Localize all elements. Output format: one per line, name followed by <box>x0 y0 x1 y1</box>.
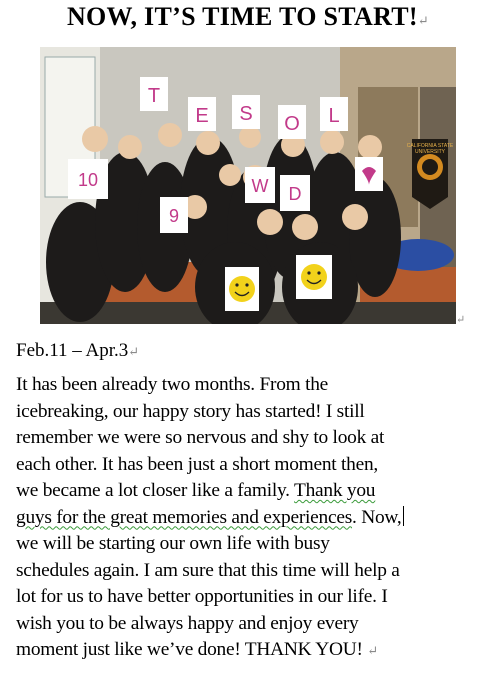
document-title <box>0 2 496 32</box>
title-text: NOW, IT’S TIME TO START! <box>66 2 418 31</box>
text-line <box>16 478 484 505</box>
text-segment: . Now, <box>352 506 402 528</box>
text-line: wish you to be always happy and enjoy every <box>16 612 359 634</box>
text-line: lot for us to have better opportunities in our life. I <box>16 586 388 607</box>
text-line: schedules again. I am sure that this time will help a <box>16 559 400 581</box>
banner-line-1: CALIFORNIA STATE <box>406 143 454 149</box>
text-line <box>16 505 484 532</box>
text-line: each other. It has been just a short moment then, <box>16 453 378 475</box>
group-photo[interactable] <box>40 47 456 324</box>
group-photo-illustration <box>40 47 456 324</box>
sign-s: S <box>239 103 253 125</box>
sign-l: L <box>328 105 340 127</box>
sign-10: 10 <box>77 170 99 190</box>
sign-o: O <box>284 113 300 135</box>
sign-t: T <box>147 85 161 107</box>
text-line: icebreaking, our happy story has started! I still <box>16 400 365 422</box>
sign-w: W <box>251 176 269 196</box>
text-segment: we became a lot closer like a family. <box>16 480 295 501</box>
banner-line-2: UNIVERSITY <box>414 149 446 155</box>
sign-d: D <box>288 184 302 204</box>
date-range <box>16 340 139 362</box>
text-line: It has been already two months. From the <box>16 374 329 395</box>
text-line: we will be starting our own life with busy <box>16 533 330 554</box>
date-text: Feb.11 – Apr.3 <box>16 340 129 361</box>
text-line: remember we were so nervous and shy to look at <box>16 427 385 448</box>
grammar-flagged-text: guys for the great memories and experiences <box>16 506 352 528</box>
text-cursor <box>403 506 405 526</box>
paragraph-mark-icon: ↵ <box>367 643 379 658</box>
paragraph-mark-icon: ↵ <box>128 344 140 359</box>
text-segment: moment just like we’ve done! THANK YOU! <box>16 639 363 660</box>
paragraph-mark-icon: ↵ <box>417 13 430 28</box>
sign-9: 9 <box>168 206 180 226</box>
paragraph-mark-icon: ↵ <box>456 314 466 326</box>
sign-e: E <box>195 105 209 127</box>
grammar-flagged-text: Thank you <box>294 480 376 501</box>
text-line <box>16 637 484 665</box>
message-paragraph[interactable] <box>16 372 484 665</box>
